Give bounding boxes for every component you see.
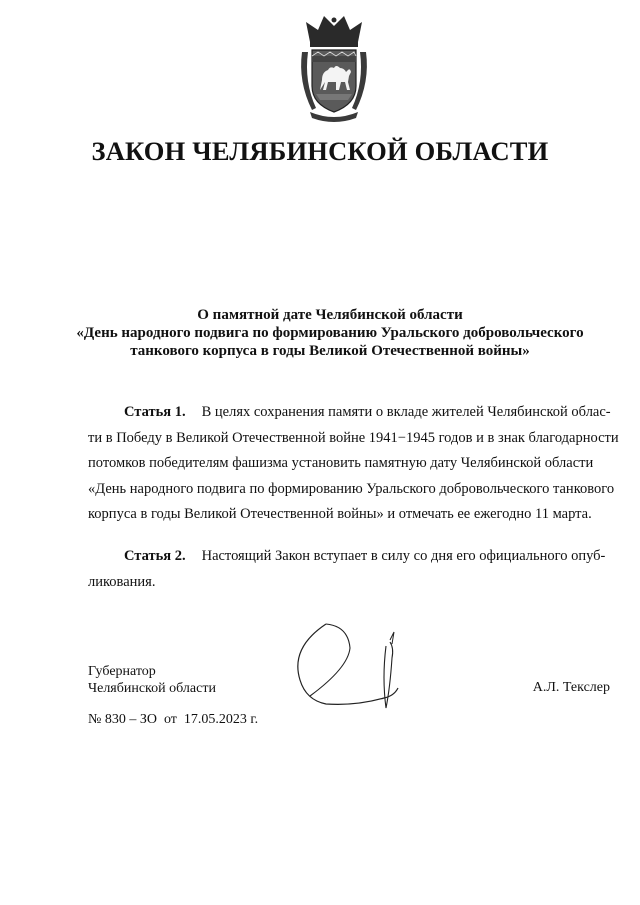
article-2	[88, 544, 606, 595]
article-1-line: ти в Победу в Великой Отечественной войне 1941−1945 годов и в знак благодарности	[88, 429, 619, 446]
coat-of-arms-icon	[296, 12, 372, 124]
position-line: Губернатор	[88, 664, 156, 679]
article-2-label: Статья 2.	[124, 548, 186, 564]
article-1-label: Статья 1.	[124, 404, 186, 420]
article-1-line: «День народного подвига по формированию Уральского добровольческого танкового	[88, 480, 615, 497]
signatory-name: А.Л. Текслер	[532, 680, 610, 695]
law-subject	[60, 306, 600, 360]
document-number: № 830 – ЗО от 17.05.2023 г.	[88, 712, 259, 727]
signatory-position	[88, 663, 216, 697]
article-1	[88, 400, 619, 528]
article-2-line: Статья 2. Настоящий Закон вступает в силу со дня его официального опуб-	[124, 548, 606, 564]
article-1-line: Статья 1. В целях сохранения памяти о вкладе жителей Челябинской облас-	[124, 404, 611, 420]
article-2-line: ликования.	[88, 573, 156, 590]
law-title: ЗАКОН ЧЕЛЯБИНСКОЙ ОБЛАСТИ	[91, 136, 549, 166]
subject-line: «День народного подвига по формированию Уральского добровольческого	[76, 325, 584, 341]
subject-line: танкового корпуса в годы Великой Отечественной войны»	[130, 343, 530, 359]
article-1-line: потомков победителям фашизма установить памятную дату Челябинской области	[88, 455, 594, 471]
subject-line: О памятной дате Челябинской области	[197, 307, 463, 323]
position-line: Челябинской области	[88, 681, 216, 696]
article-1-line: корпуса в годы Великой Отечественной войны» и отмечать ее ежегодно 11 марта.	[88, 506, 592, 522]
handwritten-signature-icon	[286, 618, 416, 714]
